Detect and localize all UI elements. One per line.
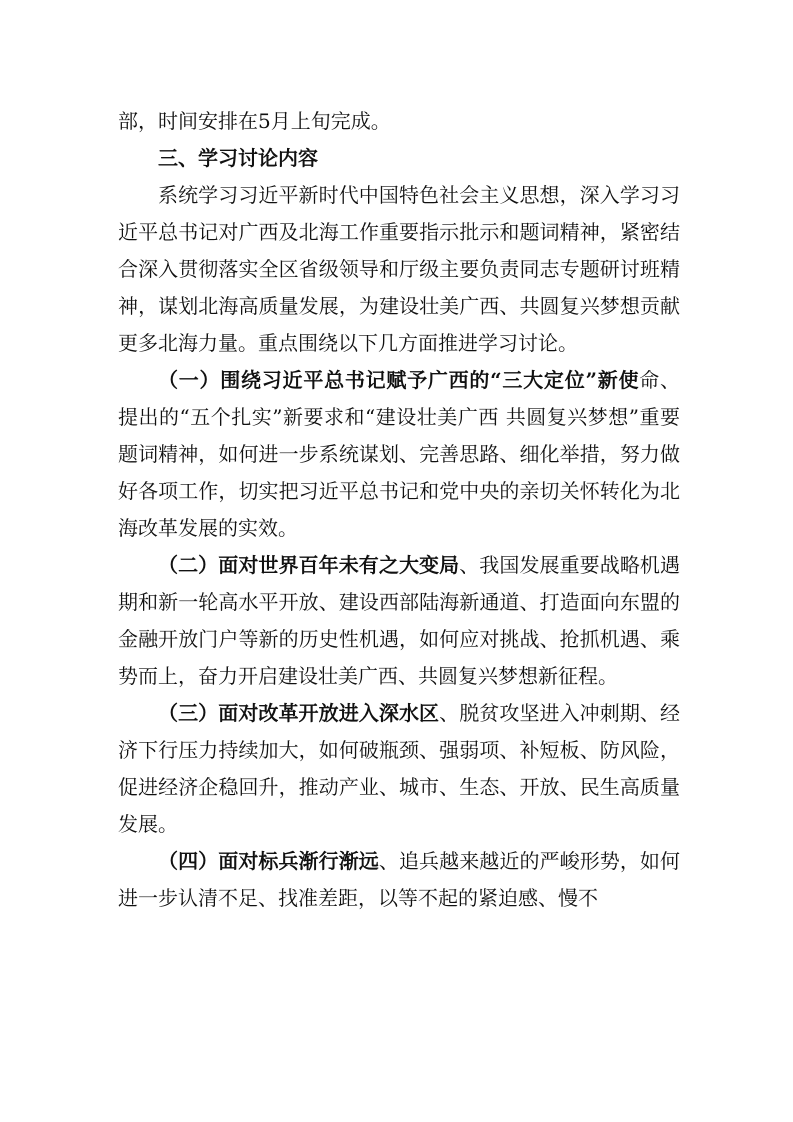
item-body: 命、提出的“五个扎实”新要求和“建设壮美广西 共圆复兴梦想”重要题词精神，如何进一步系统谋划、完善思路、细化举措，努力做好各项工作，切实把习近平总书记和党中央的亲切关怀转化为北海改革发展的实效。 (118, 368, 680, 540)
item-paragraph-3 (118, 695, 680, 843)
section-heading: 三、学习讨论内容 (158, 146, 318, 170)
item-paragraph-4 (118, 843, 680, 917)
item-paragraph-2 (118, 547, 680, 695)
document-page (118, 103, 680, 917)
item-body: 、我国发展重要战略机遇期和新一轮高水平开放、建设西部陆海新通道、打造面向东盟的金融开放门户等新的历史性机遇，如何应对挑战、抢抓机遇、乘势而上，奋力开启建设壮美广西、共圆复兴梦想新征程。 (118, 553, 681, 688)
item-body: 、脱贫攻坚进入冲刺期、经济下行压力持续加大，如何破瓶颈、强弱项、补短板、防风险，促进经济企稳回升，推动产业、城市、生态、开放、民生高质量发展。 (118, 701, 681, 836)
intro-paragraph: 系统学习习近平新时代中国特色社会主义思想，深入学习习近平总书记对广西及北海工作重要指示批示和题词精神，紧密结合深入贯彻落实全区省级领导和厅级主要负责同志专题研讨班精神，谋划北海高质量发展，为建设壮美广西、共圆复兴梦想贡献更多北海力量。重点围绕以下几方面推进学习讨论。 (118, 183, 680, 355)
continuation-paragraph: 部，时间安排在5月上旬完成。 (118, 109, 391, 133)
item-lead: （四）面对标兵渐行渐远 (158, 849, 379, 873)
item-lead: （一）围绕习近平总书记赋予广西的“三大定位”新使 (158, 368, 640, 392)
item-lead: （三）面对改革开放进入深水区 (158, 701, 440, 725)
item-paragraph-1 (118, 362, 680, 547)
item-body: 、追兵越来越近的严峻形势，如何进一步认清不足、找准差距，以等不起的紧迫感、慢不 (118, 849, 681, 910)
item-lead: （二）面对世界百年未有之大变局 (158, 553, 460, 577)
